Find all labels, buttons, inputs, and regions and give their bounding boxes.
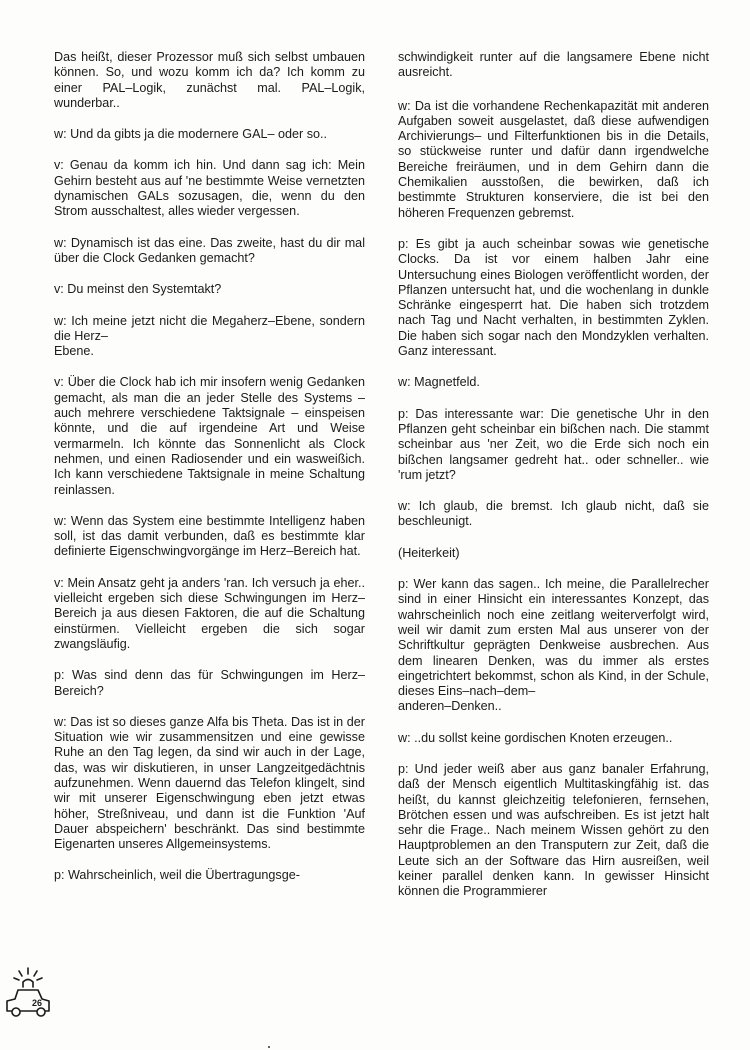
page-number: 26 xyxy=(31,998,42,1008)
paragraph: w: Das ist so dieses ganze Alfa bis Theta. Das ist in der Situation wie wir zusammensitzen und eine gewisse Ruhe an den Tag legen, da sind wir auch in der Lage, das, was wir diskutieren, in unser Langzeitgedächtnis aufzunehmen. Wenn dauernd das Telefon klingelt, sind wir mit unserer Eigenschwingung eben jetzt etwas höher, Streßniveau, und dann ist die Funktion 'Auf Dauer abspeichern' beschränkt. Das sind bestimmte Eigenarten unseres Allgemeinsystems. xyxy=(54,714,365,852)
paragraph: p: Das interessante war: Die genetische Uhr in den Pflanzen geht scheinbar ein bißchen nach. Die stammt scheinbar aus 'ner Zeit, wo die Erde sich noch ein bißchen langsamer gedreht hat.. oder schneller.. wie 'rum jetzt? xyxy=(398,406,709,482)
paragraph: p: Es gibt ja auch scheinbar sowas wie genetische Clocks. Da ist vor einem halben Jahr eine Untersuchung eines Biologen veröffentlicht worden, der Pflanzen untersucht hat, und die wochenlang in dunkle Schränke eingesperrt hat. Die haben sich trotzdem nach Tag und Nacht verhalten, in bestimmten Zyklen. Die haben sich sogar nach den Mondzyklen verhalten. Ganz interessant. xyxy=(398,236,709,359)
paragraph: Das heißt, dieser Prozessor muß sich selbst umbauen können. So, und wozu komm ich da? Ich komm zu einer PAL–Logik, zunächst mal. PAL–Logik, wunderbar.. xyxy=(54,50,365,110)
paragraph: v: Genau da komm ich hin. Und dann sag ich: Mein Gehirn besteht aus auf 'ne bestimmte Weise vernetzten dynamischen GALs sozusagen, die, wenn du den Strom ausschaltest, alles wieder vergessen. xyxy=(54,158,365,219)
paragraph: v: Mein Ansatz geht ja anders 'ran. Ich versuch ja eher.. vielleicht ergeben sich diese Schwingungen im Herz–Bereich ja aus diesen Faktoren, die auf die Schaltung einstürmen. Vielleicht ergeben die sich sogar zwangsläufig. xyxy=(54,575,365,651)
paragraph: p: Wer kann das sagen.. Ich meine, die Parallelrecher sind in einer Hinsicht ein interessantes Konzept, das wahrscheinlich noch eine zeitlang weiterverfolgt wird, weil wir damit zum ersten Mal aus unserer von der Schriftkultur geprägten Denkweise ausbrechen. Aus dem linearen Denken, was du immer als erstes eingetrichtert bekommst, schon als Kind, in der Schule, dieses Eins–nach–dem– anderen–Denken.. xyxy=(398,577,709,714)
paragraph: w: Und da gibts ja die modernere GAL– oder so.. xyxy=(54,127,328,142)
paragraph: (Heiterkeit) xyxy=(398,545,460,560)
paragraph: w: Wenn das System eine bestimmte Intelligenz haben soll, ist das damit verbunden, daß es bestimmte klar definierte Eigenschwingvorgänge im Herz–Bereich hat. xyxy=(54,513,365,559)
paragraph: p: Wahrscheinlich, weil die Übertragungsge- xyxy=(54,868,300,883)
car-with-beacon-icon xyxy=(4,966,52,1024)
paragraph: v: Du meinst den Systemtakt? xyxy=(54,282,222,297)
paragraph: v: Über die Clock hab ich mir insofern wenig Gedanken gemacht, als man die an jeder Stelle des Systems – auch mehrere verschiedene Taktsignale – einspeisen könnte, und die auf irgendeine Art und Weise vermarmeln. Ich könnte das Sonnenlicht als Clock nehmen, und einen Radiosender und ein wasweißich. Ich kann verschiedene Taktsignale in meine Schaltung reinlassen. xyxy=(54,375,365,497)
paragraph: w: ..du sollst keine gordischen Knoten erzeugen.. xyxy=(398,730,673,745)
scan-speck xyxy=(268,1046,270,1048)
paragraph: w: Magnetfeld. xyxy=(398,375,480,390)
text-column-left xyxy=(54,50,365,900)
paragraph: schwindigkeit runter auf die langsamere Ebene nicht ausreicht. xyxy=(398,50,709,80)
text-column-right xyxy=(398,50,709,916)
paragraph: p: Und jeder weiß aber aus ganz banaler Erfahrung, daß der Mensch eigentlich Multitaskingfähig ist. das heißt, du kannst gleichzeitig telefonieren, fernsehen, Brötchen essen und was aufschreiben. Es ist jetzt halt sehr die Frage.. Nach meinem Wissen gehört zu den Hauptproblemen an den Transputern zur Zeit, daß die Leute sich an der Software das Hirn ausreißen, weil keiner parallel denken kann. In gewisser Hinsicht können die Programmierer xyxy=(398,761,709,899)
paragraph: w: Ich meine jetzt nicht die Megaherz–Ebene, sondern die Herz– Ebene. xyxy=(54,313,365,359)
paragraph: w: Dynamisch ist das eine. Das zweite, hast du dir mal über die Clock Gedanken gemacht? xyxy=(54,235,365,265)
paragraph: w: Ich glaub, die bremst. Ich glaub nicht, daß sie beschleunigt. xyxy=(398,499,709,529)
paragraph: p: Was sind denn das für Schwingungen im Herz–Bereich? xyxy=(54,668,365,698)
paragraph: w: Da ist die vorhandene Rechenkapazität mit anderen Aufgaben soweit ausgelastet, daß diese aufwendigen Archivierungs– und Filterfunktionen bis in die Details, so stückweise runter und dafür dann irgendwelche Bereiche freiräumen, und in dem Gehirn dann die Chemikalien ausstoßen, die bewirken, daß ich bestimmte Strukturen konserviere, die ist bei den höheren Frequenzen gebremst. xyxy=(398,98,709,220)
